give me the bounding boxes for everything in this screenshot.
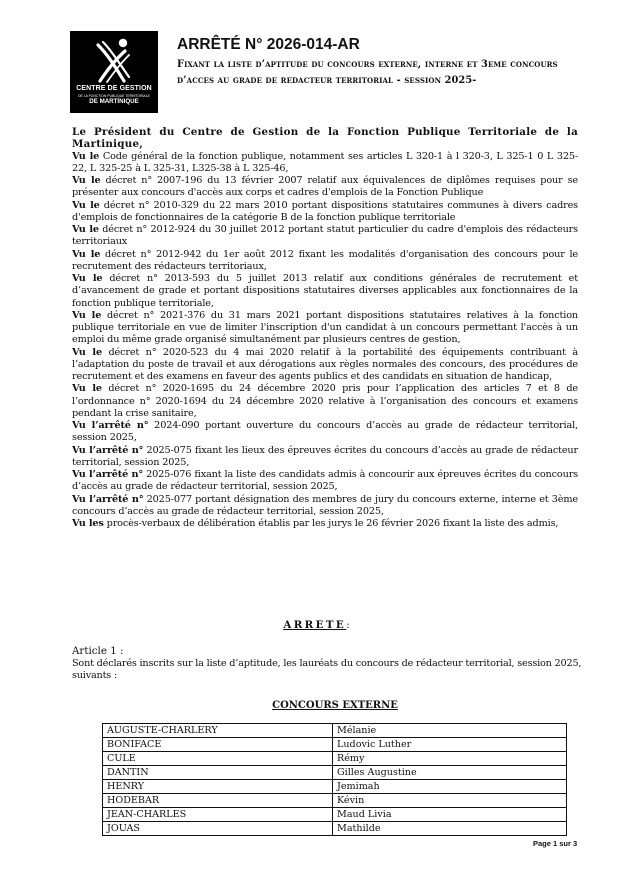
laureat-prenom: Ludovic Luther (333, 738, 567, 752)
section-heading: CONCOURS EXTERNE (272, 700, 398, 711)
visa-text: décret n° 2020-1695 du 24 décembre 2020 pris pour l’application des articles 7 et 8 de l’ordonnance n° 2020-1694 du 24 décembre 2020 relative à l’organisation des concours et examens pendant la crise sanitaire, (72, 383, 579, 419)
visa-lead: Vu l’arrêté n° (72, 420, 149, 431)
laureat-prenom: Gilles Augustine (333, 766, 567, 780)
logo-line-3: DE MARTINIQUE (89, 98, 139, 105)
visa-item (72, 518, 578, 530)
visa-text: procès-verbaux de délibération établis par les jurys le 26 février 2026 fixant la liste des admis, (103, 518, 559, 529)
visa-lead: Vu l’arrêté n° (72, 493, 144, 505)
table-row (103, 766, 567, 780)
stylized-figure-icon (94, 37, 134, 85)
laureat-prenom: Jemimah (333, 780, 567, 794)
arrete-heading-text: ARRETE (283, 619, 347, 631)
visa-lead: Vu le (72, 150, 100, 162)
visa-lead: Vu le (72, 273, 103, 284)
visa-item (72, 175, 578, 200)
visa-lead: Vu le (72, 383, 102, 395)
visa-text: décret n° 2013-593 du 5 juillet 2013 relatif aux conditions générales de recrutement et d’avancement de grade et portant dispositions statutaires diverses applicables aux fonctionnaires de la fonction publique territoriale, (72, 273, 578, 309)
visa-item (72, 494, 578, 519)
document-subtitle: Fixant la liste d’aptitude du concours externe, interne et 3eme concours d’acces au grade de redacteur territorial - session 2025- (177, 59, 558, 86)
visa-item (72, 310, 578, 347)
table-row (103, 808, 567, 822)
visa-text: 2025-077 portant désignation des membres de jury du concours externe, interne et 3ème concours d’accès au grade de rédacteur territorial, session 2025, (72, 493, 578, 517)
visa-item (72, 200, 578, 225)
visa-text: décret n° 2010-329 du 22 mars 2010 portant dispositions statutaires communes à divers cadres d'emplois de fonctionnaires de la catégorie B de la fonction publique territoriale (72, 199, 579, 223)
visa-text: 2025-076 fixant la liste des candidats admis à concourir aux épreuves écrites du concours d’accès au grade de rédacteur territorial, session 2025, (72, 469, 578, 493)
laureat-nom: CULE (103, 752, 333, 766)
laureat-prenom: Kévin (333, 794, 567, 808)
visa-text: 2024-090 portant ouverture du concours d’accès au grade de rédacteur territorial, session 2025, (72, 420, 578, 444)
arrete-heading-colon: : (346, 619, 350, 631)
visa-item (72, 347, 578, 384)
table-row (103, 738, 567, 752)
visa-item (72, 469, 578, 494)
logo-line-2: DE LA FONCTION PUBLIQUE TERRITORIALE (78, 94, 150, 98)
article-label: Article 1 : (72, 645, 124, 657)
visa-item (72, 383, 578, 420)
table-row (103, 822, 567, 836)
visa-text: 2025-075 fixant les lieux des épreuves écrites du concours d’accès au grade de rédacteur territorial, session 2025, (72, 444, 578, 468)
visa-lead: Vu les (72, 518, 104, 529)
visa-text: décret n° 2007-196 du 13 février 2007 relatif aux équivalences de diplômes requises pour se présenter aux concours d'accès aux corps et cadres d'emplois de la Fonction Publique (72, 175, 579, 199)
page-number: Page 1 sur 3 (533, 839, 578, 848)
visa-text: décret n° 2020-523 du 4 mai 2020 relatif à la portabilité des équipements contribuant à l’adaptation du poste de travail et aux dérogations aux règles normales des concours, des procédures de recrutement et des examens en faveur des agents publics et des candidats en situation de handicap, (72, 346, 578, 382)
arrete-heading (0, 619, 633, 631)
visa-item (72, 273, 578, 310)
visa-lead: Vu l’arrêté n° (72, 469, 144, 480)
laureat-prenom: Maud Livia (333, 808, 567, 822)
visa-lead: Vu le (72, 224, 99, 235)
laureat-nom: DANTIN (103, 766, 333, 780)
visa-text: décret n° 2021-376 du 31 mars 2021 portant dispositions statutaires relatives à la fonction publique territoriale en vue de limiter l'inscription d'un candidat à un concours permettant l'accès à un emploi du même grade organisé simultanément par plusieurs centres de gestion, (72, 309, 579, 346)
laureat-nom: JEAN-CHARLES (103, 808, 333, 822)
laureat-nom: AUGUSTE-CHARLERY (103, 724, 333, 738)
table-row (103, 724, 567, 738)
visa-text: décret n° 2012-942 du 1er août 2012 fixant les modalités d'organisation des concours pour le recrutement des rédacteurs territoriaux, (72, 248, 579, 272)
laureat-nom: BONIFACE (103, 738, 333, 752)
table-row (103, 780, 567, 794)
table-row (103, 794, 567, 808)
visa-text: décret n° 2012-924 du 30 juillet 2012 portant statut particulier du cadre d'emplois des rédacteurs territoriaux (72, 224, 578, 248)
visa-lead: Vu le (72, 309, 102, 321)
cdg-martinique-logo (70, 31, 158, 113)
laureat-prenom: Mathilde (333, 822, 567, 836)
article-text: Sont déclarés inscrits sur la liste d’aptitude, les lauréats du concours de rédacteur territorial, session 2025, suivants : (72, 658, 582, 682)
preamble (72, 126, 578, 530)
visa-item (72, 420, 578, 445)
table-row (103, 752, 567, 766)
document-title: ARRÊTÉ N° 2026-014-AR (177, 36, 360, 53)
visa-item (72, 151, 578, 176)
visa-lead: Vu le (72, 346, 102, 358)
laureat-prenom: Rémy (333, 752, 567, 766)
logo-line-1: CENTRE DE GESTION (76, 85, 152, 92)
visa-item (72, 224, 578, 249)
visa-list (72, 151, 578, 531)
visa-text: Code général de la fonction publique, notamment ses articles L 320-1 à l 320-3, L 325-1 0 L 325-22, L 325-25 à L 325-31, L325-38 à L 325-46, (72, 150, 579, 174)
laureat-prenom: Mélanie (333, 724, 567, 738)
visa-lead: Vu le (72, 199, 100, 211)
visa-lead: Vu l’arrêté n° (72, 444, 144, 456)
visa-lead: Vu le (72, 175, 101, 186)
visa-item (72, 445, 578, 470)
laureat-nom: JOUAS (103, 822, 333, 836)
laureat-nom: HENRY (103, 780, 333, 794)
visa-item (72, 249, 578, 274)
laureats-table (102, 723, 567, 836)
president-line: Le Président du Centre de Gestion de la Fonction Publique Territoriale de la Martinique, (72, 126, 578, 151)
visa-lead: Vu le (72, 248, 101, 260)
laureat-nom: HODEBAR (103, 794, 333, 808)
